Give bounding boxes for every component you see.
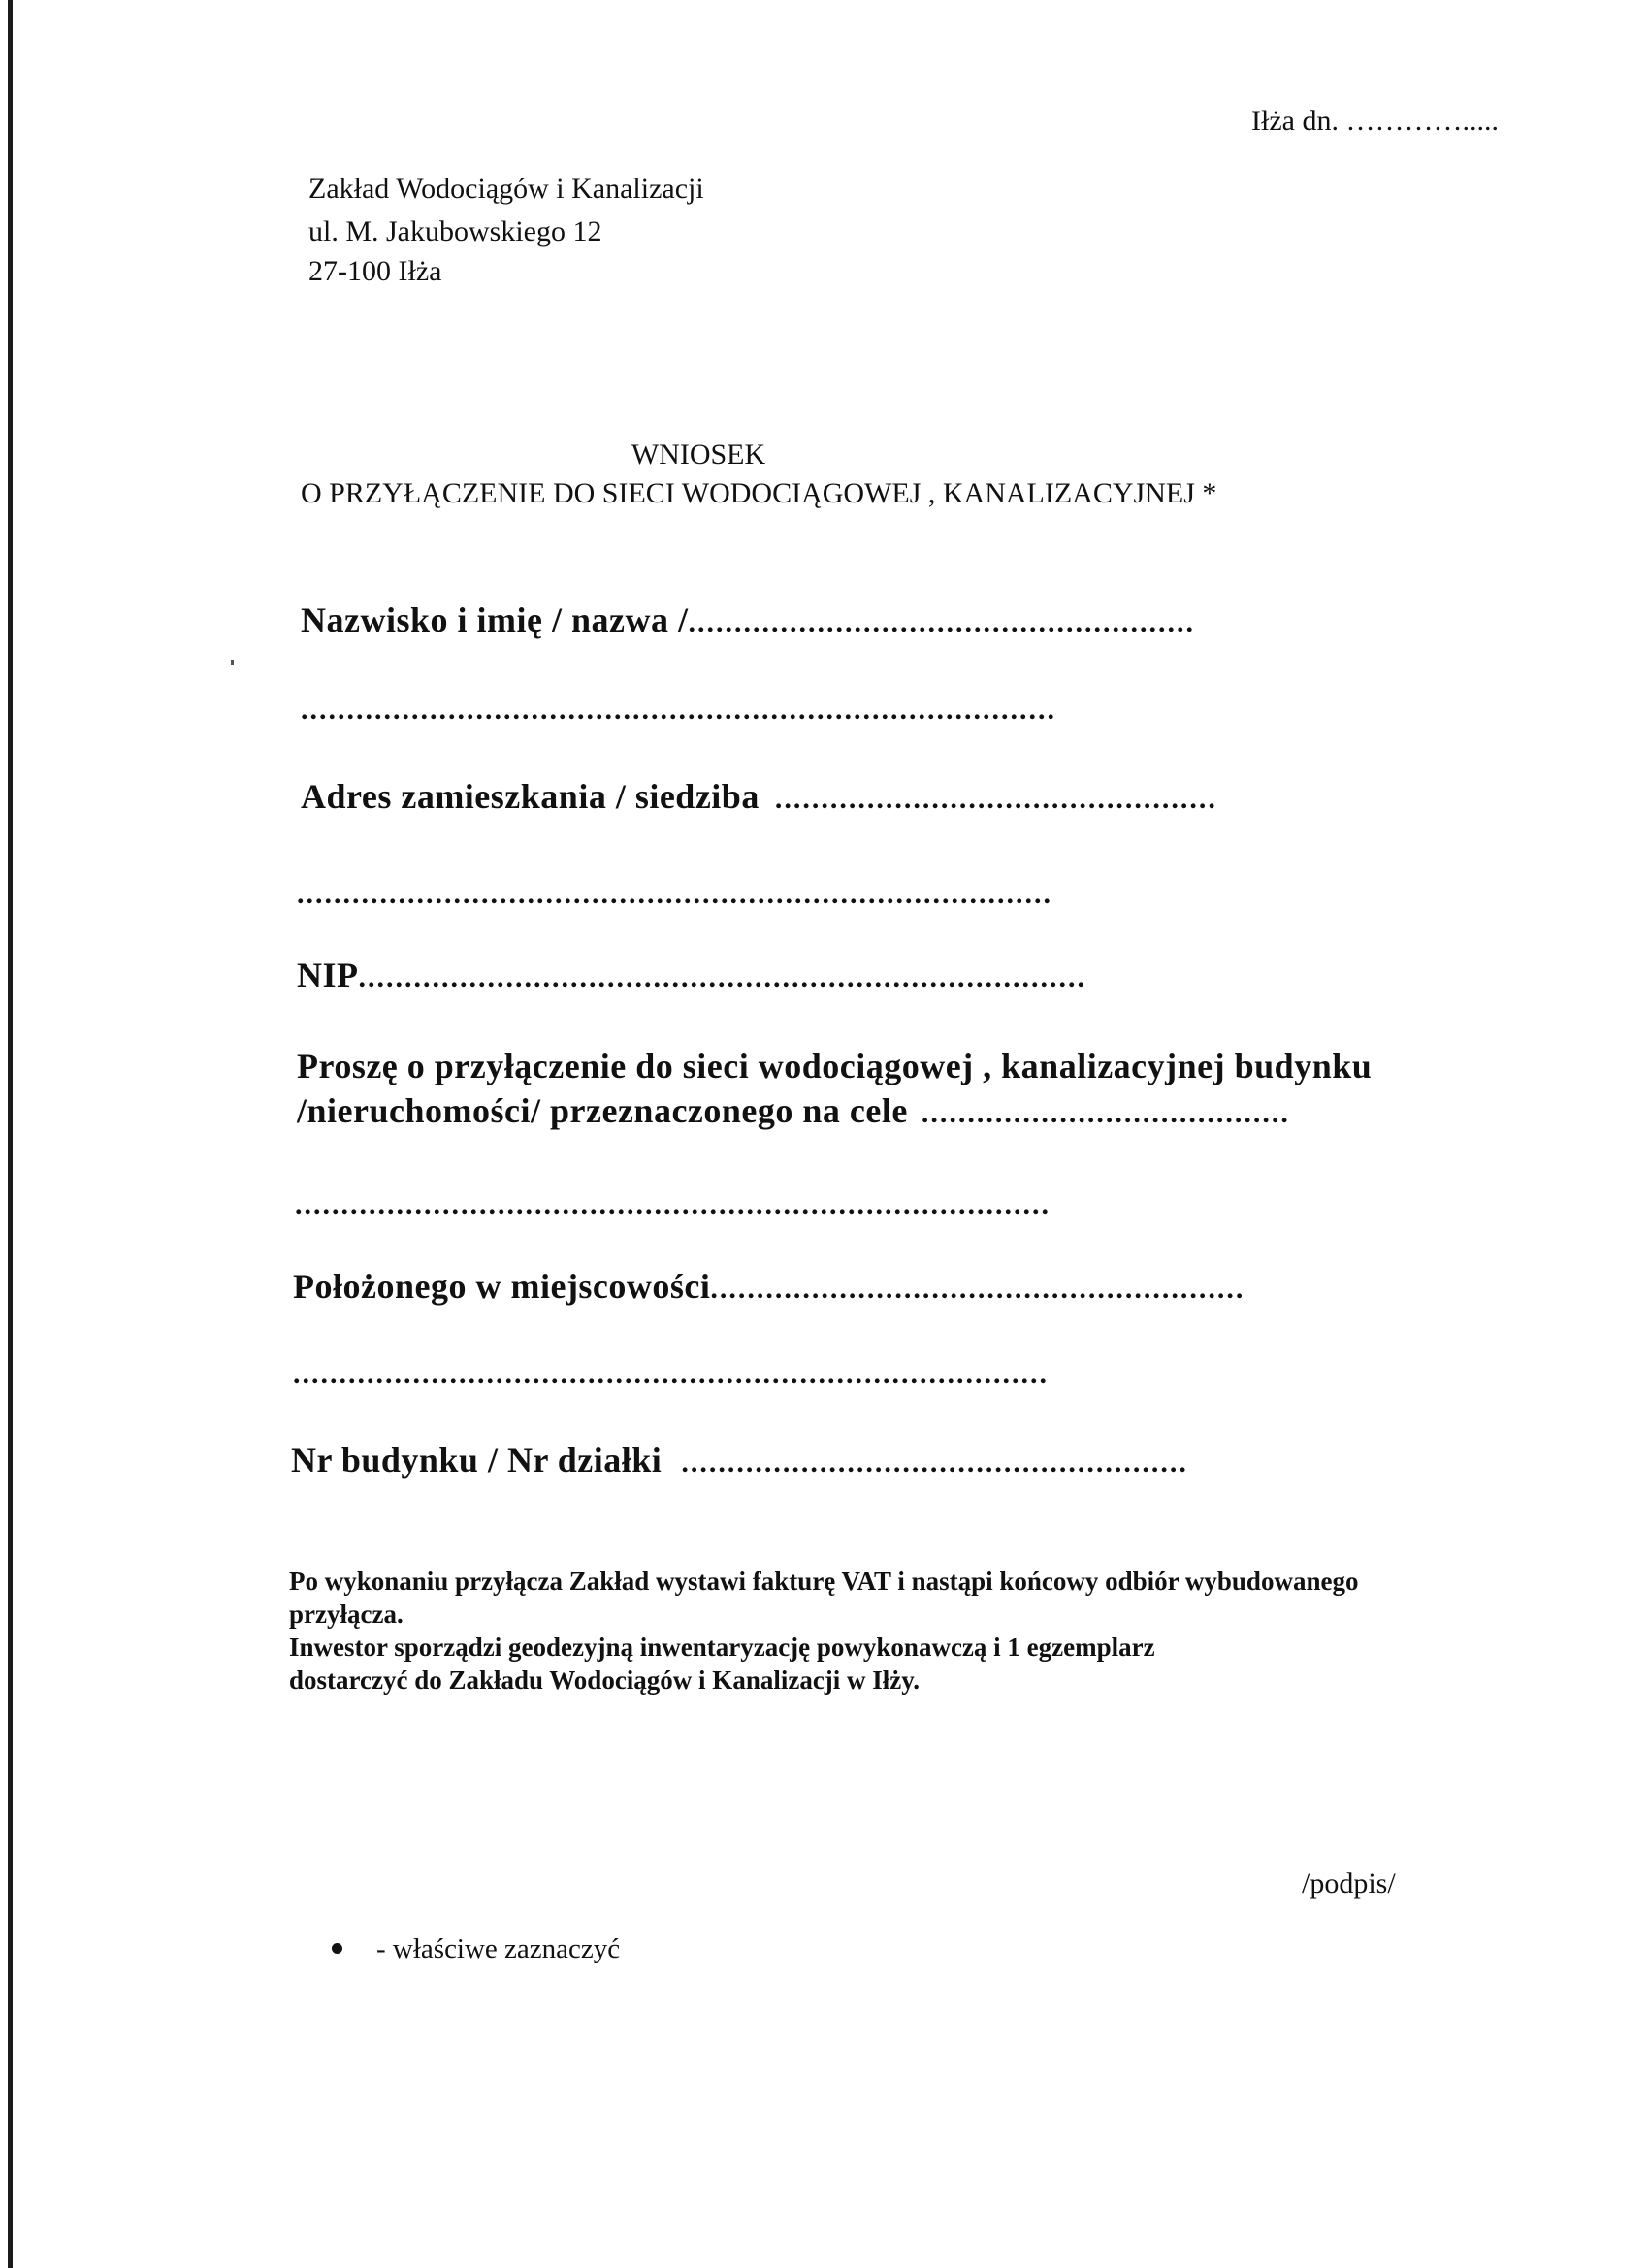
purpose-label: /nieruchomości/ przeznaczonego na cele <box>297 1091 908 1130</box>
notes-line-2: przyłącza. <box>289 1600 404 1629</box>
name-field-row <box>301 599 1195 640</box>
name-dots-line-2: .................................................................................. <box>301 694 1056 726</box>
signature-label: /podpis/ <box>1302 1867 1396 1899</box>
purpose-dots-line-2: .................................................................................. <box>295 1188 1051 1220</box>
footnote-text: - właściwe zaznaczyć <box>376 1933 621 1964</box>
name-dots: ....................................................... <box>688 606 1195 638</box>
recipient-city: 27-100 Iłża <box>308 255 442 287</box>
notes-line-1: Po wykonaniu przyłącza Zakład wystawi fakturę VAT i nastąpi końcowy odbiór wybudowanego <box>289 1567 1359 1596</box>
recipient-name: Zakład Wodociągów i Kanalizacji <box>308 173 704 205</box>
name-label: Nazwisko i imię / nazwa / <box>301 600 689 639</box>
form-subtitle: O PRZYŁĄCZENIE DO SIECI WODOCIĄGOWEJ , KANALIZACYJNEJ * <box>301 477 1217 509</box>
nip-dots: ............................................................................... <box>358 961 1086 993</box>
purpose-dots: ........................................ <box>921 1097 1290 1129</box>
address-label: Adres zamieszkania / siedziba <box>301 777 760 816</box>
recipient-street: ul. M. Jakubowskiego 12 <box>308 215 602 247</box>
purpose-field-row <box>297 1090 1290 1131</box>
address-dots: ................................................ <box>774 783 1217 815</box>
building-dots: ....................................................... <box>681 1446 1188 1478</box>
address-dots-line-2: .................................................................................. <box>297 878 1052 910</box>
location-field-row <box>293 1266 1245 1307</box>
place-date: Iłża dn. …………..... <box>1251 105 1499 137</box>
purpose-line-1: Proszę o przyłączenie do sieci wodociągowej , kanalizacyjnej budynku <box>297 1047 1373 1085</box>
location-label: Położonego w miejscowości <box>293 1267 711 1306</box>
scan-edge <box>8 0 13 2268</box>
notes-line-3: Inwestor sporządzi geodezyjną inwentaryzację powykonawczą i 1 egzemplarz <box>289 1633 1155 1662</box>
address-field-row <box>301 776 1217 817</box>
location-dots: .......................................................... <box>710 1273 1245 1305</box>
nip-label: NIP <box>297 956 359 994</box>
scan-speck <box>231 660 234 665</box>
bullet-icon <box>332 1943 342 1954</box>
notes-line-4: dostarczyć do Zakładu Wodociągów i Kanalizacji w Iłży. <box>289 1666 921 1695</box>
form-title: WNIOSEK <box>630 438 766 470</box>
building-label: Nr budynku / Nr działki <box>291 1441 663 1479</box>
notes-block <box>289 1565 1358 1697</box>
building-field-row <box>291 1440 1188 1480</box>
location-dots-line-2: .................................................................................. <box>293 1358 1049 1390</box>
nip-field-row <box>297 955 1086 995</box>
